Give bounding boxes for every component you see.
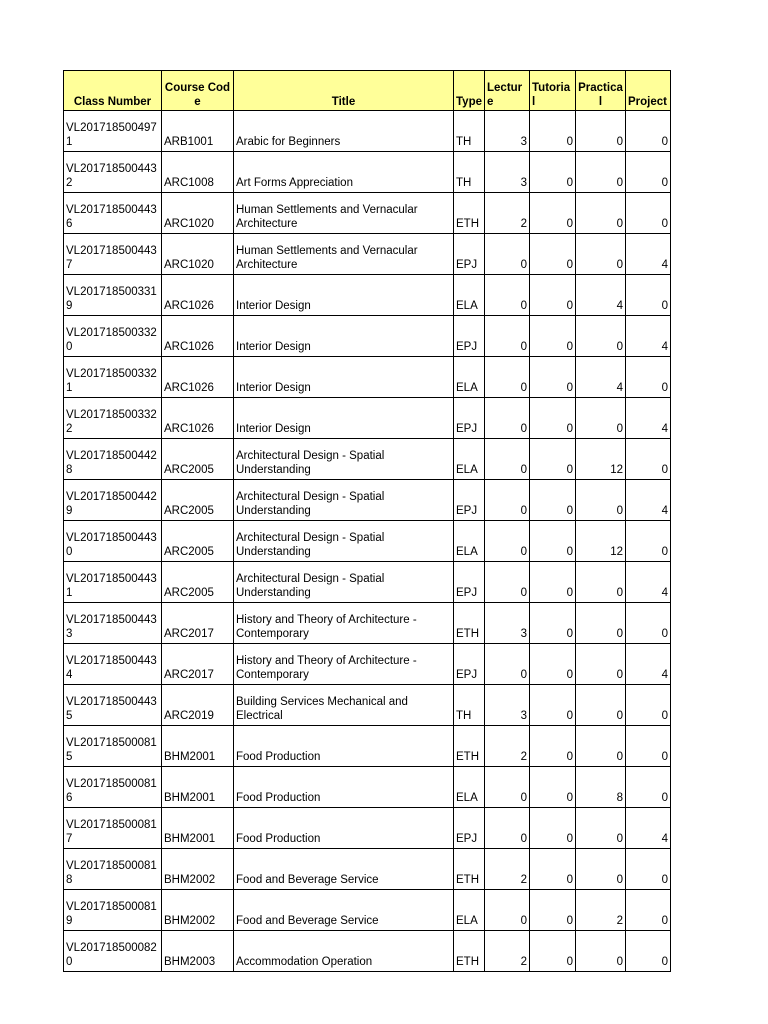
- cell-project: 0: [626, 603, 671, 644]
- cell-course-code: BHM2002: [162, 890, 234, 931]
- cell-lecture: 0: [485, 521, 530, 562]
- table-row: [64, 480, 671, 521]
- cell-course-code: ARC1026: [162, 357, 234, 398]
- cell-type: EPJ: [454, 480, 485, 521]
- table-row: [64, 644, 671, 685]
- cell-type: ELA: [454, 357, 485, 398]
- cell-title: Food Production: [234, 767, 454, 808]
- cell-class-number: VL2017185000816: [64, 767, 162, 808]
- cell-project: 4: [626, 808, 671, 849]
- cell-class-number: VL2017185000815: [64, 726, 162, 767]
- table-row: [64, 234, 671, 275]
- cell-class-number: VL2017185000818: [64, 849, 162, 890]
- cell-tutorial: 0: [530, 562, 576, 603]
- cell-project: 0: [626, 521, 671, 562]
- table-header: [64, 71, 671, 111]
- cell-project: 0: [626, 890, 671, 931]
- cell-title: Art Forms Appreciation: [234, 152, 454, 193]
- cell-tutorial: 0: [530, 193, 576, 234]
- table-row: [64, 357, 671, 398]
- cell-practical: 0: [576, 480, 626, 521]
- cell-tutorial: 0: [530, 603, 576, 644]
- cell-practical: 0: [576, 808, 626, 849]
- cell-project: 0: [626, 111, 671, 152]
- cell-type: ETH: [454, 726, 485, 767]
- cell-practical: 0: [576, 644, 626, 685]
- cell-tutorial: 0: [530, 931, 576, 972]
- cell-class-number: VL2017185003322: [64, 398, 162, 439]
- cell-class-number: VL2017185004437: [64, 234, 162, 275]
- cell-project: 0: [626, 357, 671, 398]
- table-row: [64, 439, 671, 480]
- cell-lecture: 0: [485, 644, 530, 685]
- cell-type: EPJ: [454, 562, 485, 603]
- cell-practical: 0: [576, 849, 626, 890]
- table-row: [64, 562, 671, 603]
- cell-type: ETH: [454, 603, 485, 644]
- cell-course-code: ARC2005: [162, 439, 234, 480]
- cell-title: Food Production: [234, 726, 454, 767]
- cell-title: Human Settlements and Vernacular Architecture: [234, 234, 454, 275]
- cell-practical: 8: [576, 767, 626, 808]
- table-row: [64, 316, 671, 357]
- cell-class-number: VL2017185000820: [64, 931, 162, 972]
- cell-title: Interior Design: [234, 275, 454, 316]
- cell-practical: 2: [576, 890, 626, 931]
- cell-lecture: 3: [485, 685, 530, 726]
- cell-type: ETH: [454, 849, 485, 890]
- cell-course-code: BHM2001: [162, 767, 234, 808]
- cell-class-number: VL2017185000817: [64, 808, 162, 849]
- table-row: [64, 931, 671, 972]
- cell-course-code: ARC1026: [162, 398, 234, 439]
- cell-practical: 0: [576, 234, 626, 275]
- cell-lecture: 0: [485, 275, 530, 316]
- cell-practical: 0: [576, 316, 626, 357]
- cell-course-code: BHM2001: [162, 726, 234, 767]
- cell-project: 0: [626, 193, 671, 234]
- cell-project: 0: [626, 152, 671, 193]
- cell-title: Building Services Mechanical and Electrical: [234, 685, 454, 726]
- cell-course-code: ARC1020: [162, 193, 234, 234]
- cell-course-code: BHM2001: [162, 808, 234, 849]
- table-row: [64, 193, 671, 234]
- cell-tutorial: 0: [530, 644, 576, 685]
- cell-course-code: ARC2005: [162, 562, 234, 603]
- cell-tutorial: 0: [530, 398, 576, 439]
- table-row: [64, 726, 671, 767]
- cell-course-code: BHM2003: [162, 931, 234, 972]
- cell-class-number: VL2017185004436: [64, 193, 162, 234]
- cell-title: Arabic for Beginners: [234, 111, 454, 152]
- cell-tutorial: 0: [530, 849, 576, 890]
- table-row: [64, 152, 671, 193]
- cell-title: Architectural Design - Spatial Understanding: [234, 439, 454, 480]
- cell-class-number: VL2017185004431: [64, 562, 162, 603]
- cell-lecture: 0: [485, 808, 530, 849]
- cell-project: 4: [626, 234, 671, 275]
- header-course-code: Course Code: [162, 71, 234, 111]
- cell-class-number: VL2017185003321: [64, 357, 162, 398]
- cell-type: ELA: [454, 275, 485, 316]
- cell-title: Architectural Design - Spatial Understanding: [234, 562, 454, 603]
- cell-title: Interior Design: [234, 316, 454, 357]
- cell-lecture: 0: [485, 357, 530, 398]
- cell-project: 4: [626, 644, 671, 685]
- cell-lecture: 0: [485, 234, 530, 275]
- cell-project: 4: [626, 398, 671, 439]
- cell-lecture: 0: [485, 767, 530, 808]
- cell-title: Interior Design: [234, 357, 454, 398]
- cell-practical: 0: [576, 726, 626, 767]
- cell-lecture: 0: [485, 316, 530, 357]
- cell-class-number: VL2017185004435: [64, 685, 162, 726]
- course-table: [63, 70, 671, 972]
- cell-type: ELA: [454, 521, 485, 562]
- cell-practical: 0: [576, 193, 626, 234]
- cell-project: 4: [626, 480, 671, 521]
- cell-lecture: 2: [485, 193, 530, 234]
- cell-title: Architectural Design - Spatial Understanding: [234, 521, 454, 562]
- cell-class-number: VL2017185004434: [64, 644, 162, 685]
- cell-tutorial: 0: [530, 439, 576, 480]
- cell-class-number: VL2017185004433: [64, 603, 162, 644]
- cell-title: Architectural Design - Spatial Understanding: [234, 480, 454, 521]
- table-row: [64, 849, 671, 890]
- cell-course-code: ARC1020: [162, 234, 234, 275]
- cell-class-number: VL2017185003319: [64, 275, 162, 316]
- cell-lecture: 2: [485, 849, 530, 890]
- cell-project: 0: [626, 849, 671, 890]
- cell-lecture: 3: [485, 603, 530, 644]
- cell-course-code: ARC2017: [162, 603, 234, 644]
- cell-class-number: VL2017185004971: [64, 111, 162, 152]
- cell-project: 0: [626, 931, 671, 972]
- cell-type: ELA: [454, 439, 485, 480]
- cell-course-code: BHM2002: [162, 849, 234, 890]
- cell-lecture: 2: [485, 931, 530, 972]
- cell-type: EPJ: [454, 644, 485, 685]
- cell-course-code: ARC2005: [162, 480, 234, 521]
- cell-type: ETH: [454, 193, 485, 234]
- header-row: [64, 71, 671, 111]
- cell-course-code: ARC1008: [162, 152, 234, 193]
- cell-type: EPJ: [454, 234, 485, 275]
- cell-title: Food Production: [234, 808, 454, 849]
- table-row: [64, 111, 671, 152]
- cell-lecture: 0: [485, 480, 530, 521]
- cell-tutorial: 0: [530, 152, 576, 193]
- cell-type: EPJ: [454, 808, 485, 849]
- cell-practical: 0: [576, 931, 626, 972]
- cell-tutorial: 0: [530, 767, 576, 808]
- table-row: [64, 890, 671, 931]
- cell-lecture: 3: [485, 152, 530, 193]
- cell-tutorial: 0: [530, 316, 576, 357]
- table-body: [64, 111, 671, 972]
- header-lecture: Lecture: [485, 71, 530, 111]
- cell-tutorial: 0: [530, 234, 576, 275]
- cell-practical: 0: [576, 152, 626, 193]
- cell-type: ELA: [454, 890, 485, 931]
- cell-tutorial: 0: [530, 890, 576, 931]
- cell-title: History and Theory of Architecture -Contemporary: [234, 644, 454, 685]
- cell-tutorial: 0: [530, 480, 576, 521]
- table-row: [64, 521, 671, 562]
- cell-title: Food and Beverage Service: [234, 849, 454, 890]
- cell-practical: 12: [576, 439, 626, 480]
- cell-project: 0: [626, 726, 671, 767]
- cell-title: Human Settlements and Vernacular Architecture: [234, 193, 454, 234]
- cell-tutorial: 0: [530, 685, 576, 726]
- cell-tutorial: 0: [530, 275, 576, 316]
- cell-type: EPJ: [454, 398, 485, 439]
- cell-practical: 0: [576, 685, 626, 726]
- cell-project: 0: [626, 685, 671, 726]
- cell-tutorial: 0: [530, 726, 576, 767]
- header-title: Title: [234, 71, 454, 111]
- cell-class-number: VL2017185004430: [64, 521, 162, 562]
- cell-course-code: ARC1026: [162, 275, 234, 316]
- cell-class-number: VL2017185004429: [64, 480, 162, 521]
- cell-practical: 4: [576, 275, 626, 316]
- cell-type: EPJ: [454, 316, 485, 357]
- cell-title: Interior Design: [234, 398, 454, 439]
- cell-project: 4: [626, 562, 671, 603]
- cell-type: ETH: [454, 931, 485, 972]
- header-class-number: Class Number: [64, 71, 162, 111]
- cell-practical: 4: [576, 357, 626, 398]
- cell-practical: 0: [576, 398, 626, 439]
- table-row: [64, 685, 671, 726]
- cell-title: Food and Beverage Service: [234, 890, 454, 931]
- cell-project: 0: [626, 275, 671, 316]
- table-row: [64, 398, 671, 439]
- table-row: [64, 767, 671, 808]
- cell-project: 0: [626, 439, 671, 480]
- cell-project: 4: [626, 316, 671, 357]
- cell-title: History and Theory of Architecture -Contemporary: [234, 603, 454, 644]
- cell-type: ELA: [454, 767, 485, 808]
- cell-lecture: 0: [485, 890, 530, 931]
- header-tutorial: Tutorial: [530, 71, 576, 111]
- cell-class-number: VL2017185004432: [64, 152, 162, 193]
- header-practical: Practical: [576, 71, 626, 111]
- cell-practical: 0: [576, 111, 626, 152]
- cell-course-code: ARB1001: [162, 111, 234, 152]
- header-type: Type: [454, 71, 485, 111]
- table-row: [64, 603, 671, 644]
- cell-tutorial: 0: [530, 111, 576, 152]
- cell-lecture: 0: [485, 562, 530, 603]
- cell-tutorial: 0: [530, 357, 576, 398]
- table-row: [64, 808, 671, 849]
- cell-lecture: 0: [485, 439, 530, 480]
- cell-type: TH: [454, 685, 485, 726]
- cell-project: 0: [626, 767, 671, 808]
- cell-course-code: ARC2017: [162, 644, 234, 685]
- cell-practical: 12: [576, 521, 626, 562]
- cell-course-code: ARC1026: [162, 316, 234, 357]
- cell-practical: 0: [576, 562, 626, 603]
- cell-practical: 0: [576, 603, 626, 644]
- cell-course-code: ARC2005: [162, 521, 234, 562]
- table-row: [64, 275, 671, 316]
- cell-lecture: 0: [485, 398, 530, 439]
- cell-type: TH: [454, 111, 485, 152]
- cell-lecture: 2: [485, 726, 530, 767]
- cell-tutorial: 0: [530, 521, 576, 562]
- cell-course-code: ARC2019: [162, 685, 234, 726]
- cell-type: TH: [454, 152, 485, 193]
- cell-lecture: 3: [485, 111, 530, 152]
- cell-title: Accommodation Operation: [234, 931, 454, 972]
- header-project: Project: [626, 71, 671, 111]
- cell-class-number: VL2017185003320: [64, 316, 162, 357]
- cell-class-number: VL2017185000819: [64, 890, 162, 931]
- cell-tutorial: 0: [530, 808, 576, 849]
- cell-class-number: VL2017185004428: [64, 439, 162, 480]
